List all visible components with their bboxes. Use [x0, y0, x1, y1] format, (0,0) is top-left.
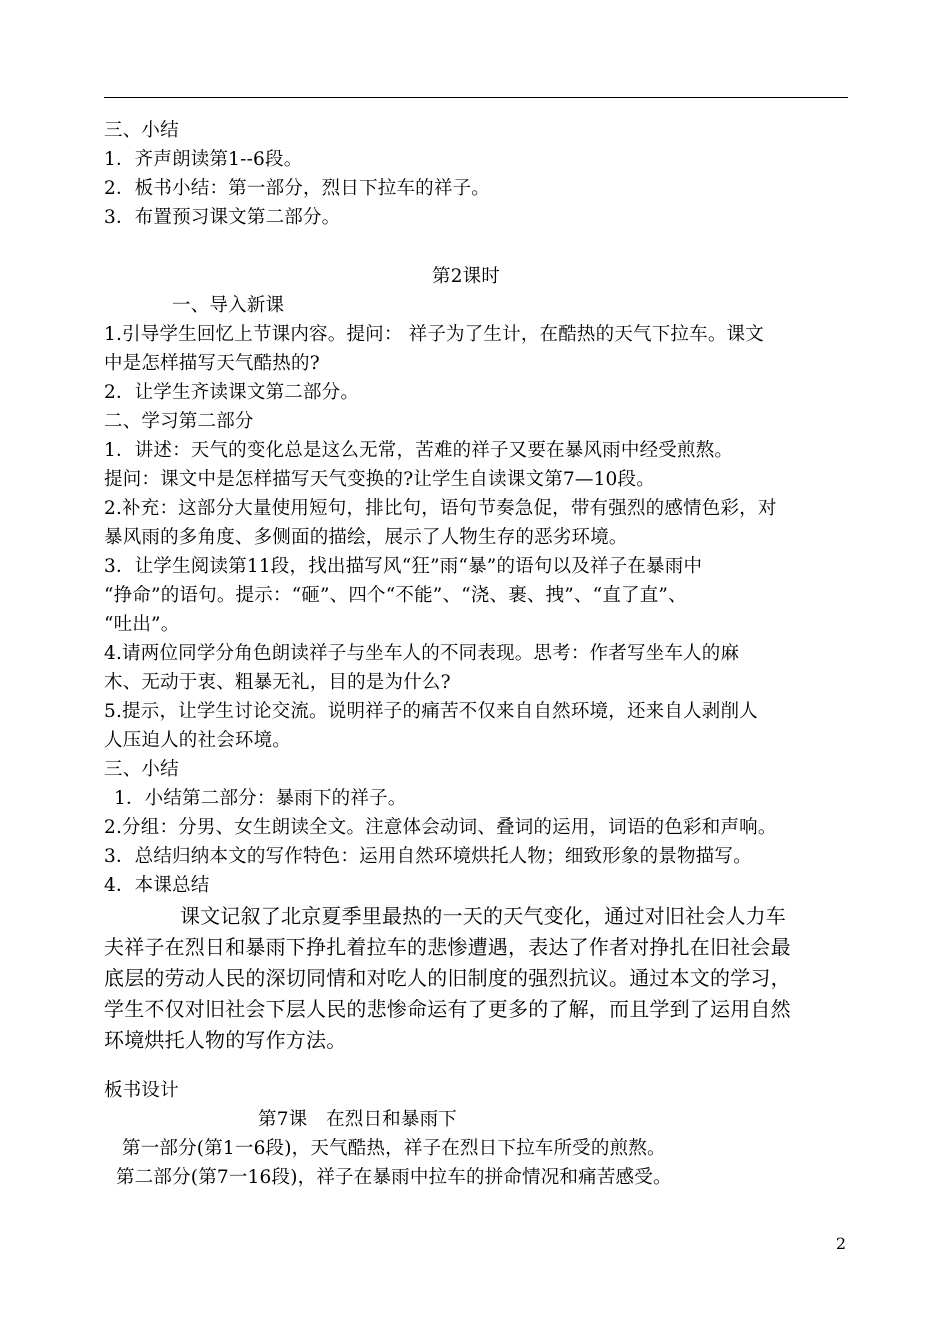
paragraph-line: 3．让学生阅读第11段，找出描写风“狂”雨“暴”的语句以及祥子在暴雨中: [104, 556, 703, 577]
paragraph-line: 2.补充：这部分大量使用短句，排比句，语句节奏急促，带有强烈的感情色彩，对: [104, 498, 777, 519]
conclusion-line: 学生不仅对旧社会下层人民的悲惨命运有了更多的了解，而且学到了运用自然: [104, 997, 791, 1021]
paragraph-line: 1.引导学生回忆上节课内容。提问： 祥子为了生计，在酷热的天气下拉车。课文: [104, 324, 764, 345]
section-heading: 一、导入新课: [172, 295, 285, 316]
board-line: 第一部分(第1一6段)，天气酷热，祥子在烈日下拉车所受的煎熬。: [122, 1138, 666, 1159]
list-item: 1．齐声朗读第1--6段。: [104, 149, 303, 170]
paragraph-line: 2．让学生齐读课文第二部分。: [104, 382, 360, 403]
board-title: 第7课 在烈日和暴雨下: [258, 1109, 457, 1130]
paragraph-line: 提问：课文中是怎样描写天气变换的?让学生自读课文第7—10段。: [104, 469, 655, 490]
board-heading: 板书设计: [104, 1080, 179, 1101]
paragraph-line: 5.提示，让学生讨论交流。说明祥子的痛苦不仅来自自然环境，还来自人剥削人: [104, 701, 758, 722]
conclusion-line: 底层的劳动人民的深切同情和对吃人的旧制度的强烈抗议。通过本文的学习，: [104, 966, 791, 990]
conclusion-line: 环境烘托人物的写作方法。: [104, 1028, 347, 1052]
conclusion-line: 课文记叙了北京夏季里最热的一天的天气变化，通过对旧社会人力车: [180, 904, 786, 928]
header-rule: [104, 97, 848, 98]
paragraph-line: 4.请两位同学分角色朗读祥子与坐车人的不同表现。思考：作者写坐车人的麻: [104, 643, 740, 664]
paragraph-line: 木、无动于衷、粗暴无礼，目的是为什么?: [104, 672, 451, 693]
paragraph-line: 2.分组：分男、女生朗读全文。注意体会动词、叠词的运用，词语的色彩和声响。: [104, 817, 777, 838]
section-heading: 二、学习第二部分: [104, 411, 254, 432]
conclusion-line: 夫祥子在烈日和暴雨下挣扎着拉车的悲惨遭遇，表达了作者对挣扎在旧社会最: [104, 935, 791, 959]
paragraph-line: 人压迫人的社会环境。: [104, 730, 292, 751]
page-number: 2: [835, 1234, 846, 1253]
paragraph-line: 1．小结第二部分：暴雨下的祥子。: [114, 788, 407, 809]
paragraph-line: “吐出”。: [104, 614, 180, 635]
paragraph-line: 4．本课总结: [104, 875, 210, 896]
lesson-title: 第2课时: [432, 266, 501, 287]
paragraph-line: 1．讲述：天气的变化总是这么无常，苦难的祥子又要在暴风雨中经受煎熬。: [104, 440, 734, 461]
list-item: 3．布置预习课文第二部分。: [104, 207, 341, 228]
paragraph-line: 中是怎样描写天气酷热的?: [104, 353, 320, 374]
board-line: 第二部分(第7一16段)，祥子在暴雨中拉车的拼命情况和痛苦感受。: [116, 1167, 672, 1188]
section-heading: 三、小结: [104, 759, 179, 780]
paragraph-line: “挣命”的语句。提示：“砸”、四个“不能”、“浇、裹、拽”、“直了直”、: [104, 585, 687, 606]
list-item: 2．板书小结：第一部分，烈日下拉车的祥子。: [104, 178, 490, 199]
paragraph-line: 3．总结归纳本文的写作特色：运用自然环境烘托人物；细致形象的景物描写。: [104, 846, 752, 867]
section-heading: 三、小结: [104, 120, 179, 141]
paragraph-line: 暴风雨的多角度、多侧面的描绘，展示了人物生存的恶劣环境。: [104, 527, 628, 548]
